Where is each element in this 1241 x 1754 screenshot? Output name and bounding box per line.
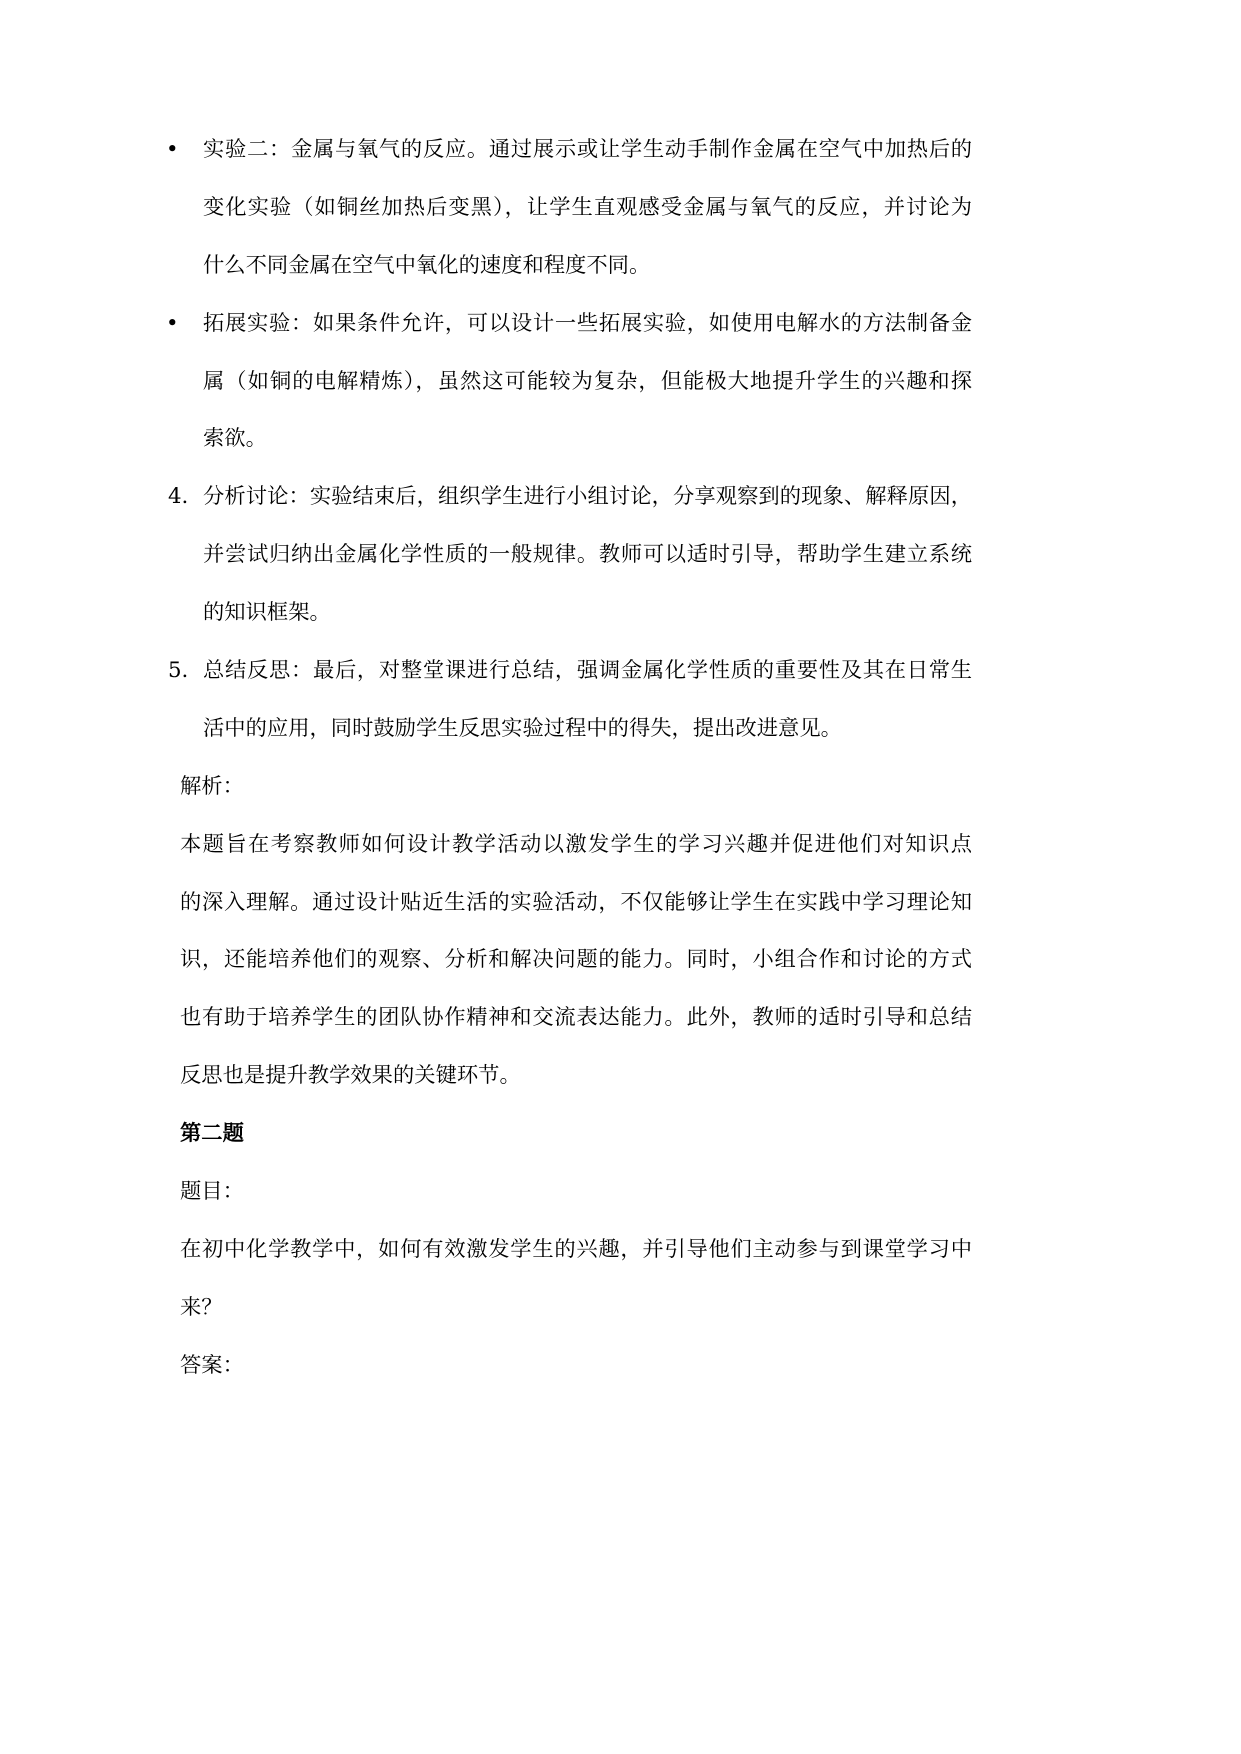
question-paragraph xyxy=(180,1221,972,1337)
analysis-line: 的深入理解。通过设计贴近生活的实验活动，不仅能够让学生在实践中学习理论知 xyxy=(180,889,972,915)
list-number: 5. xyxy=(168,658,189,684)
list-item-line: 总结反思：最后，对整堂课进行总结，强调金属化学性质的重要性及其在日常生 xyxy=(203,658,972,684)
list-item-line: 的知识框架。 xyxy=(203,600,331,626)
analysis-line: 本题旨在考察教师如何设计教学活动以激发学生的学习兴趣并促进他们对知识点 xyxy=(180,831,972,857)
list-item xyxy=(168,642,972,758)
list-item-line: 变化实验（如铜丝加热后变黑），让学生直观感受金属与氧气的反应，并讨论为 xyxy=(203,194,972,220)
question-line: 在初中化学教学中，如何有效激发学生的兴趣，并引导他们主动参与到课堂学习中 xyxy=(180,1236,972,1262)
analysis-paragraph xyxy=(180,816,972,1105)
list-number: 4. xyxy=(168,484,189,510)
analysis-line: 识，还能培养他们的观察、分析和解决问题的能力。同时，小组合作和讨论的方式 xyxy=(180,947,972,973)
list-item xyxy=(168,468,972,642)
question-label: 题目： xyxy=(180,1179,244,1205)
analysis-line: 也有助于培养学生的团队协作精神和交流表达能力。此外，教师的适时引导和总结 xyxy=(180,1005,972,1031)
list-item-line: 索欲。 xyxy=(203,426,267,452)
list-item xyxy=(166,295,972,469)
document-body xyxy=(166,121,972,1395)
list-item-line: 活中的应用，同时鼓励学生反思实验过程中的得失，提出改进意见。 xyxy=(203,715,842,741)
list-item-line: 什么不同金属在空气中氧化的速度和程度不同。 xyxy=(203,252,651,278)
list-item-line: 并尝试归纳出金属化学性质的一般规律。教师可以适时引导，帮助学生建立系统 xyxy=(203,542,972,568)
list-item-line: 实验二：金属与氧气的反应。通过展示或让学生动手制作金属在空气中加热后的 xyxy=(203,137,972,162)
section-title: 第二题 xyxy=(180,1121,244,1146)
list-item-line: 分析讨论：实验结束后，组织学生进行小组讨论，分享观察到的现象、解释原因， xyxy=(203,484,972,510)
bullet-marker: • xyxy=(166,310,179,336)
analysis-label: 解析： xyxy=(180,773,244,799)
bullet-marker: • xyxy=(166,137,179,162)
answer-label: 答案： xyxy=(180,1352,244,1378)
list-item-line: 拓展实验：如果条件允许，可以设计一些拓展实验，如使用电解水的方法制备金 xyxy=(203,310,972,336)
list-item-line: 属（如铜的电解精炼），虽然这可能较为复杂，但能极大地提升学生的兴趣和探 xyxy=(203,368,972,394)
list-item xyxy=(166,121,972,295)
question-line: 来？ xyxy=(180,1294,223,1320)
analysis-line: 反思也是提升教学效果的关键环节。 xyxy=(180,1063,521,1089)
